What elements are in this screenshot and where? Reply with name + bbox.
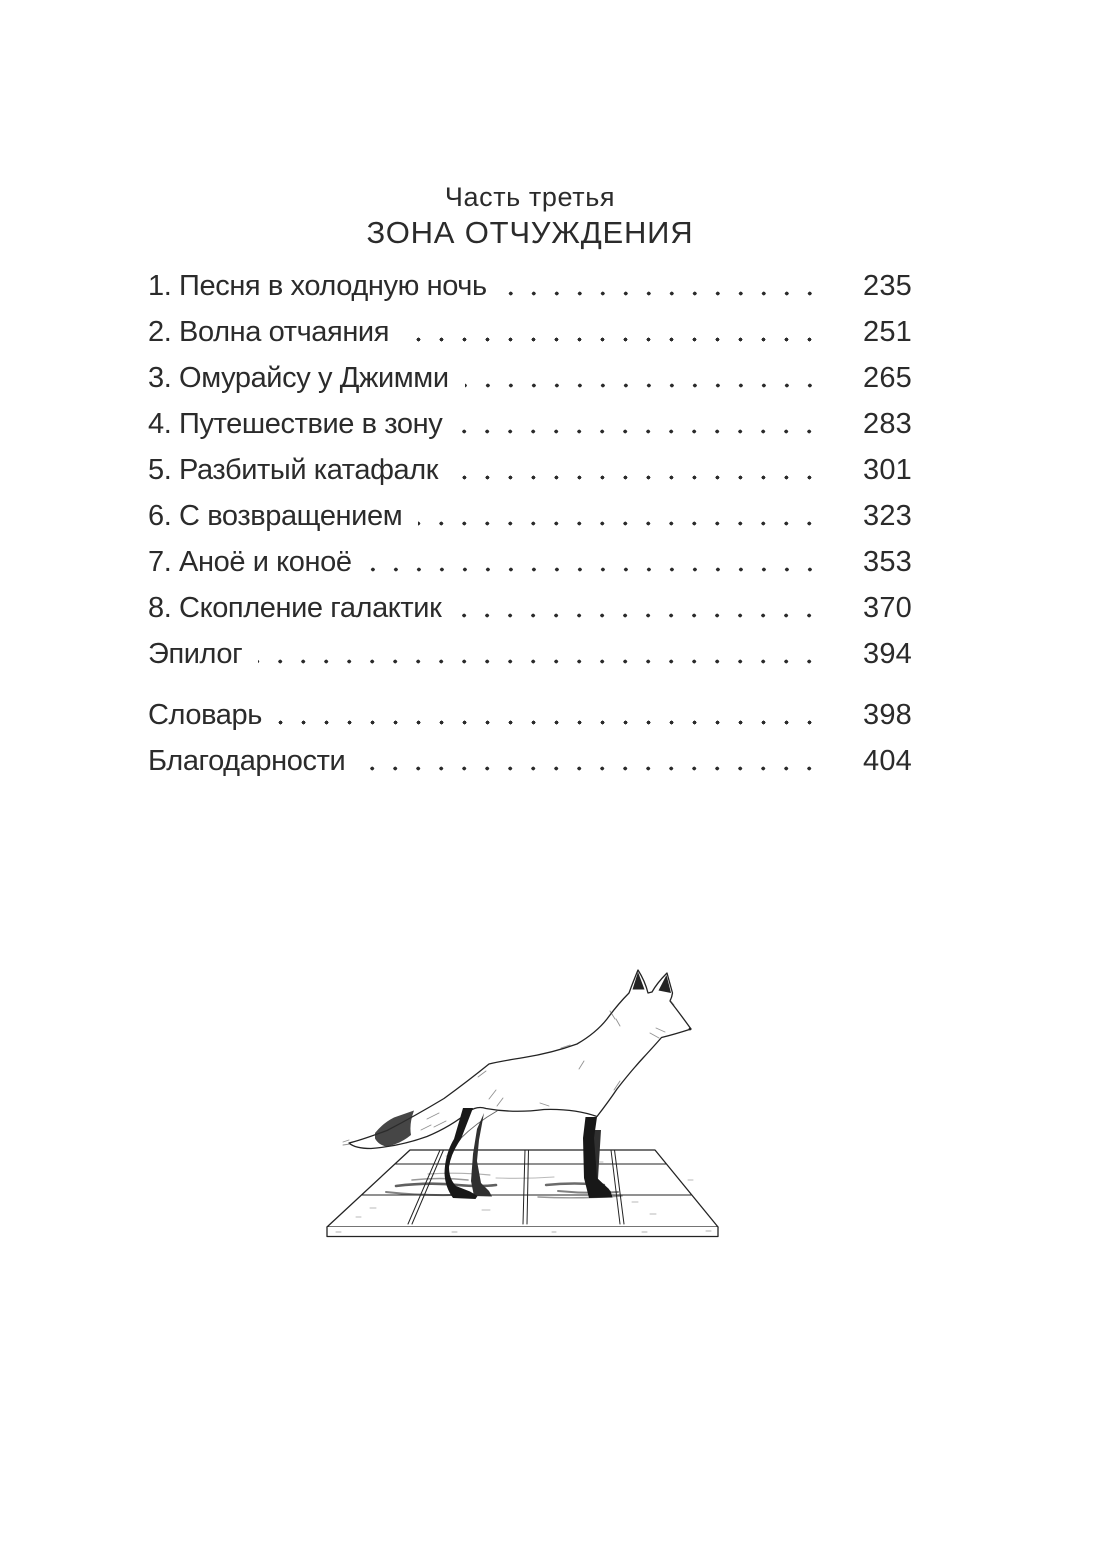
toc-entry-page: 265 xyxy=(863,362,912,394)
dot-leader xyxy=(503,291,830,296)
toc-row xyxy=(148,582,912,628)
toc-entry-page: 235 xyxy=(863,270,912,302)
dot-leader xyxy=(457,613,830,618)
dot-leader xyxy=(278,720,830,725)
toc-row xyxy=(148,444,912,490)
toc-entry-label: 2. Волна отчаяния xyxy=(148,316,390,348)
toc-row xyxy=(148,689,912,735)
toc-entry-page: 283 xyxy=(863,408,912,440)
toc-entry-label: 7. Аноё и коноё xyxy=(148,546,352,578)
toc-row xyxy=(148,735,912,781)
dot-leader xyxy=(405,337,830,342)
toc-entry-page: 394 xyxy=(863,638,912,670)
toc-row xyxy=(148,536,912,582)
part-title: ЗОНА ОТЧУЖДЕНИЯ xyxy=(366,215,694,250)
toc-row xyxy=(148,490,912,536)
part-label: Часть третья xyxy=(444,182,616,212)
dot-leader xyxy=(465,383,830,388)
toc-entry-label: Словарь xyxy=(148,699,262,731)
dot-leader xyxy=(361,766,830,771)
dot-leader xyxy=(458,429,830,434)
dot-leader xyxy=(258,659,830,664)
toc-entry-label: 5. Разбитый катафалк xyxy=(148,454,439,486)
toc-row xyxy=(148,306,912,352)
toc-entry-page: 301 xyxy=(863,454,912,486)
toc-entry-page: 353 xyxy=(863,546,912,578)
toc-row xyxy=(148,628,912,674)
toc-entry-label: 1. Песня в холодную ночь xyxy=(148,270,487,302)
toc-entry-label: Эпилог xyxy=(148,638,243,670)
toc-entry-label: 4. Путешествие в зону xyxy=(148,408,443,440)
fox-on-tiled-platform-icon xyxy=(300,940,750,1270)
toc-entries xyxy=(148,260,912,781)
toc-entry-page: 404 xyxy=(863,745,912,777)
toc-entry-page: 323 xyxy=(863,500,912,532)
table-of-contents xyxy=(148,182,912,781)
toc-entry-label: 8. Скопление галактик xyxy=(148,592,442,624)
dot-leader xyxy=(418,521,830,526)
toc-entry-label: 3. Омурайсу у Джимми xyxy=(148,362,449,394)
toc-entry-page: 398 xyxy=(863,699,912,731)
dot-leader xyxy=(368,567,830,572)
part-heading xyxy=(148,182,912,252)
toc-entry-page: 370 xyxy=(863,592,912,624)
fox-illustration xyxy=(300,940,750,1270)
toc-entry-page: 251 xyxy=(863,316,912,348)
toc-row xyxy=(148,260,912,306)
toc-entry-label: Благодарности xyxy=(148,745,346,777)
toc-row xyxy=(148,352,912,398)
toc-row xyxy=(148,398,912,444)
dot-leader xyxy=(454,475,830,480)
toc-entry-label: 6. С возвращением xyxy=(148,500,403,532)
